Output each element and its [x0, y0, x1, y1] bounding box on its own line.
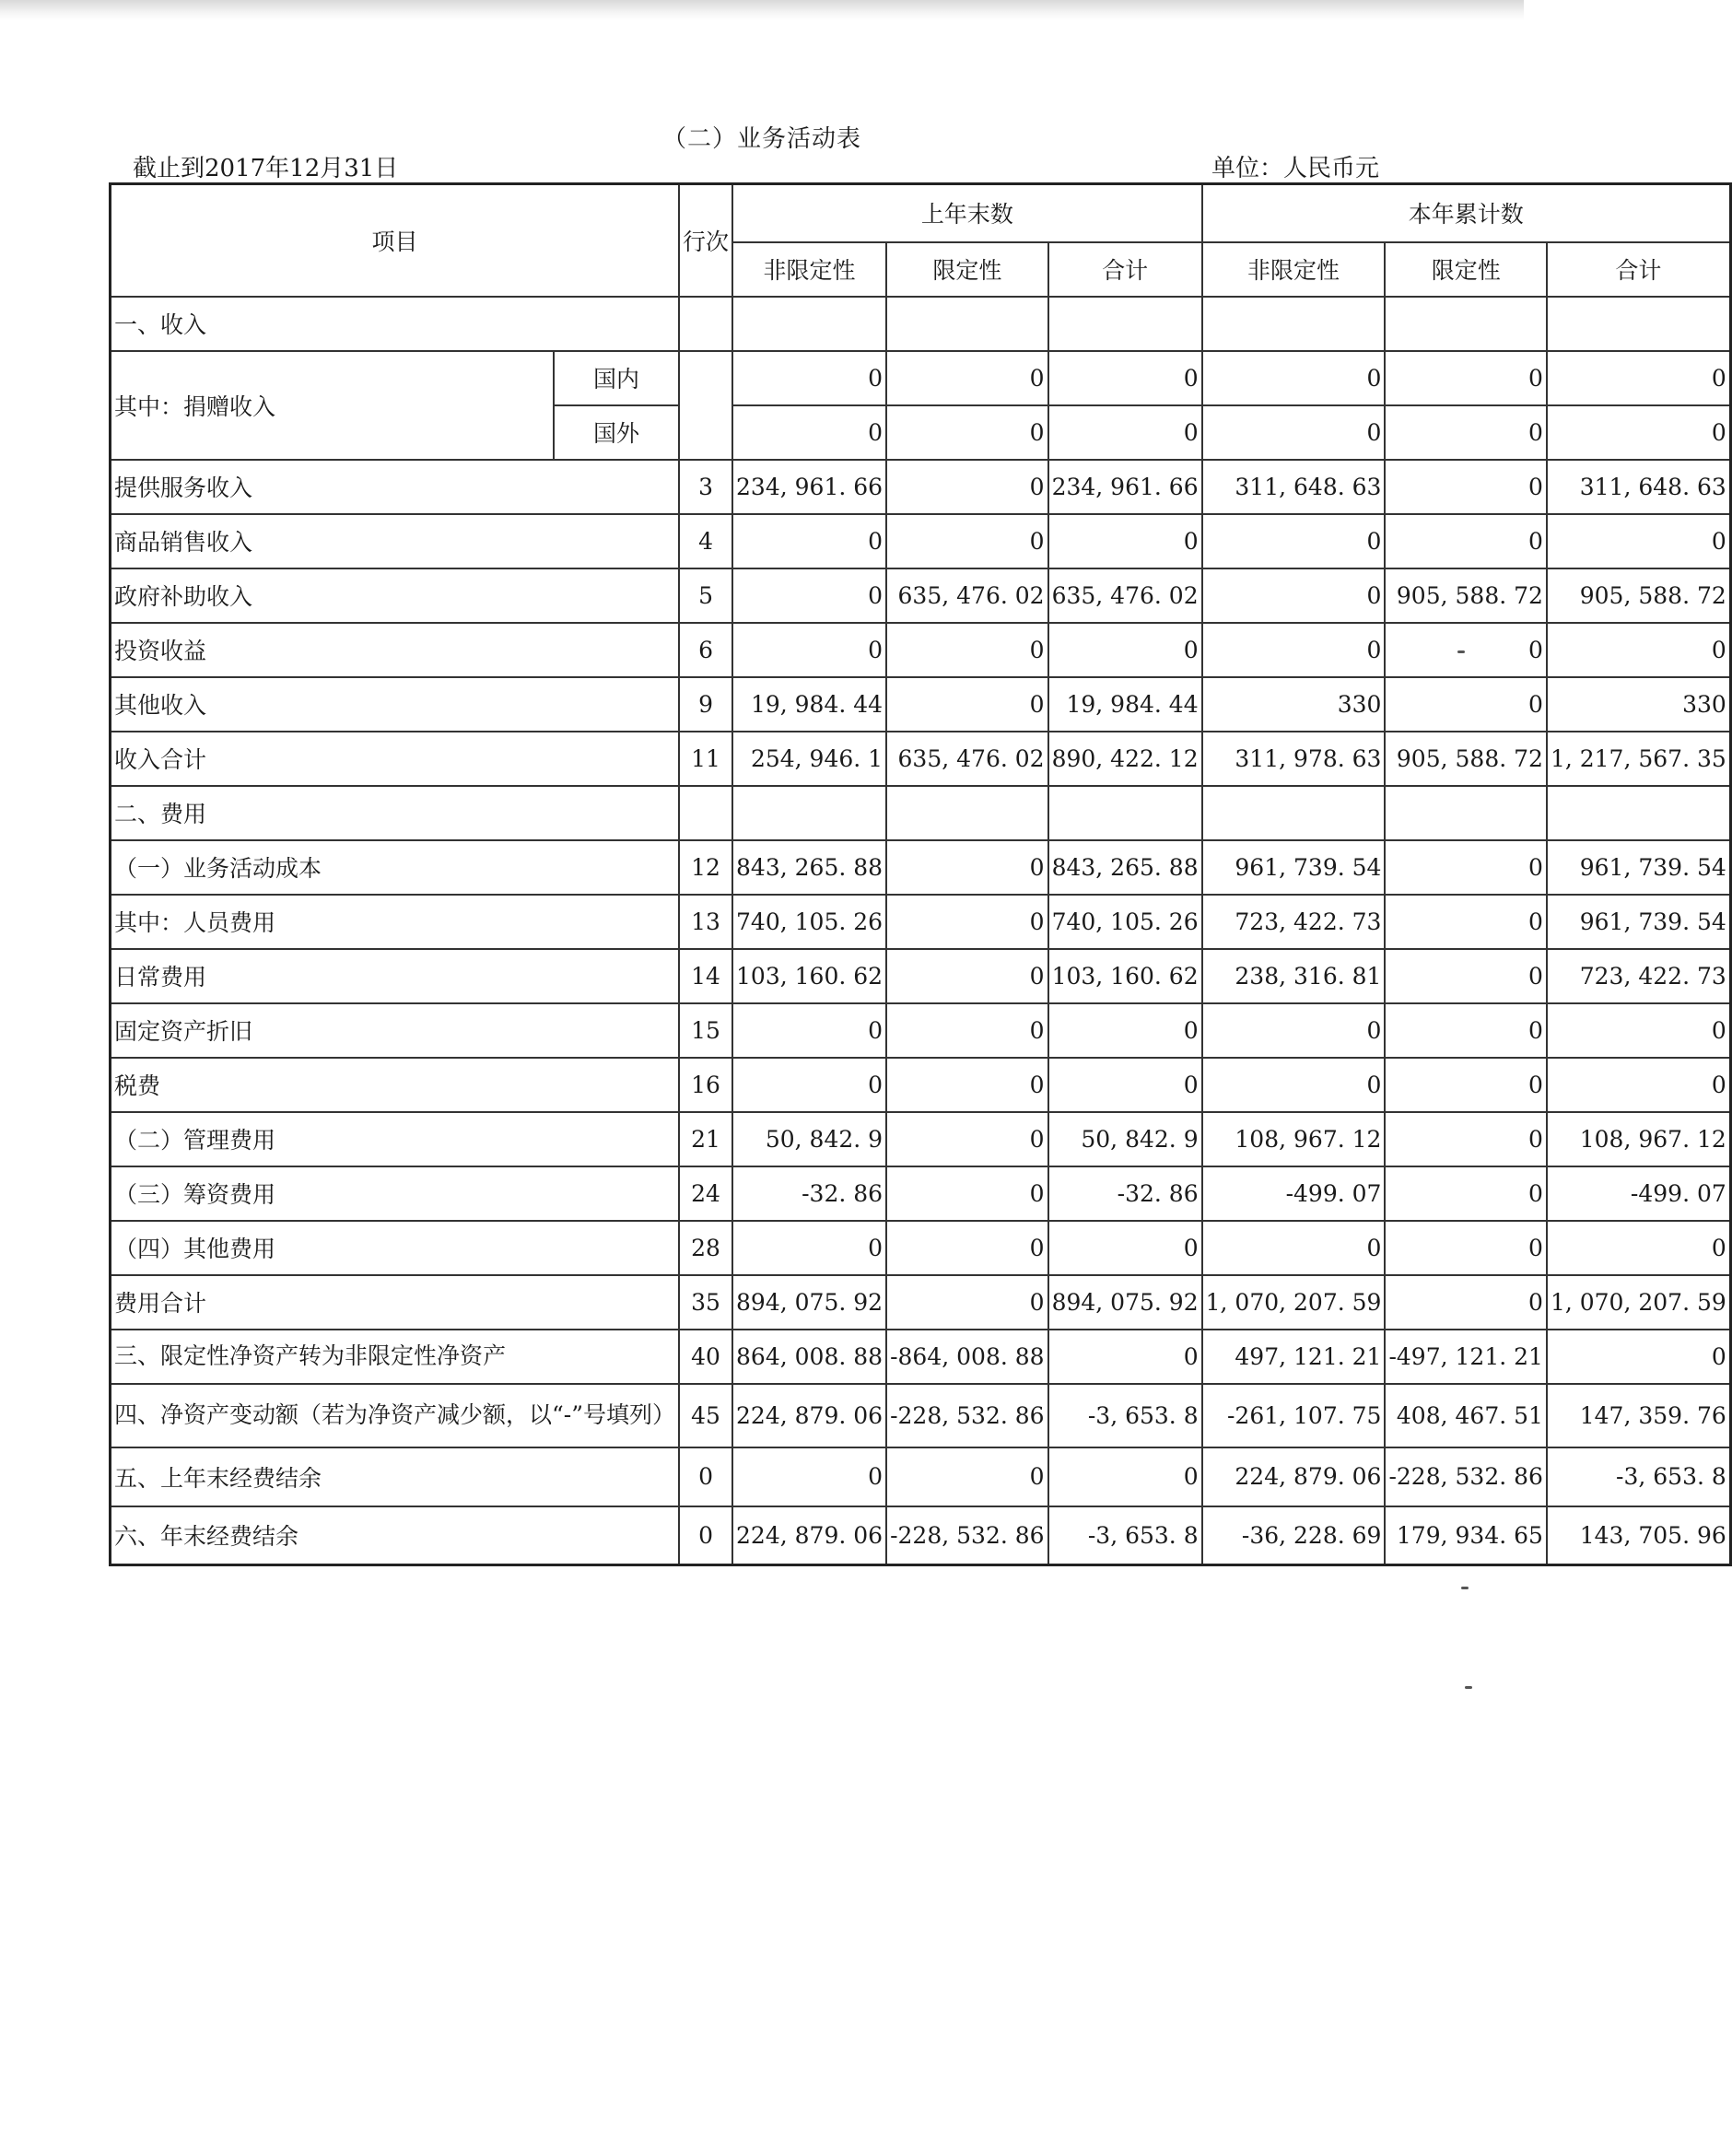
value-cell: 843, 265. 88	[1048, 840, 1202, 895]
row-label: 提供服务收入	[111, 460, 680, 514]
row-label: 政府补助收入	[111, 568, 680, 623]
value-cell: 961, 739. 54	[1547, 840, 1730, 895]
row-sub-label: 国外	[554, 405, 679, 460]
value-cell: 0	[1202, 1058, 1386, 1112]
value-cell: 0	[1385, 1275, 1546, 1330]
line-no: 15	[679, 1003, 732, 1058]
value-cell: 311, 978. 63	[1202, 732, 1386, 786]
value-cell: -228, 532. 86	[886, 1384, 1047, 1447]
line-no: 6	[679, 623, 732, 677]
table-row-net-change	[111, 1384, 1731, 1447]
value-cell: -3, 653. 8	[1547, 1447, 1730, 1506]
row-label: 三、限定性净资产转为非限定性净资产	[111, 1330, 680, 1384]
value-cell: 0	[886, 1112, 1047, 1166]
line-no: 0	[679, 1447, 732, 1506]
header-current-unrestricted: 非限定性	[1202, 242, 1386, 297]
value-cell: -36, 228. 69	[1202, 1506, 1386, 1565]
line-no: 5	[679, 568, 732, 623]
value-cell: 497, 121. 21	[1202, 1330, 1386, 1384]
value-cell: 0	[732, 568, 886, 623]
value-cell: 0	[732, 1058, 886, 1112]
value-cell: 0	[1385, 840, 1546, 895]
value-cell: 740, 105. 26	[732, 895, 886, 949]
line-no: 35	[679, 1275, 732, 1330]
table-row-expense-total	[111, 1275, 1731, 1330]
value-cell: 0	[732, 514, 886, 568]
value-cell: -497, 121. 21	[1385, 1330, 1546, 1384]
value-cell: 0	[1547, 1221, 1730, 1275]
value-cell: 103, 160. 62	[732, 949, 886, 1003]
scan-edge	[0, 0, 1524, 20]
header-current-total: 合计	[1547, 242, 1730, 297]
row-label: 六、年末经费结余	[111, 1506, 680, 1565]
value-cell: 0	[1202, 623, 1386, 677]
value-cell: 0	[886, 1166, 1047, 1221]
value-cell: 0	[1547, 1330, 1730, 1384]
value-cell: 1, 070, 207. 59	[1202, 1275, 1386, 1330]
row-sub-label: 国内	[554, 351, 679, 405]
value-cell: 0	[886, 1003, 1047, 1058]
value-cell: 0	[732, 351, 886, 405]
table-row-ending-balance	[111, 1506, 1731, 1565]
line-no: 9	[679, 677, 732, 732]
table-row-donation-domestic	[111, 351, 1731, 405]
value-cell: 894, 075. 92	[732, 1275, 886, 1330]
value-cell: -3, 653. 8	[1048, 1384, 1202, 1447]
line-no: 40	[679, 1330, 732, 1384]
value-cell: 408, 467. 51	[1385, 1384, 1546, 1447]
header-prior-restricted: 限定性	[886, 242, 1047, 297]
row-label: （二）管理费用	[111, 1112, 680, 1166]
value-cell: 311, 648. 63	[1547, 460, 1730, 514]
value-cell: 0	[732, 1447, 886, 1506]
value-cell: 0	[886, 514, 1047, 568]
table-row-activity-cost	[111, 840, 1731, 895]
value-cell: 0	[886, 351, 1047, 405]
value-cell: 0	[1048, 623, 1202, 677]
value-cell: 0	[1048, 1003, 1202, 1058]
value-cell: 0	[886, 1058, 1047, 1112]
value-cell: 0	[1547, 514, 1730, 568]
currency-unit: 单位：人民币元	[1211, 155, 1380, 182]
value-cell: 1, 217, 567. 35	[1547, 732, 1730, 786]
value-cell: 0	[1385, 460, 1546, 514]
table-row-investment	[111, 623, 1731, 677]
value-cell: 0	[1202, 514, 1386, 568]
row-label: 四、净资产变动额（若为净资产减少额，以“-”号填列）	[111, 1384, 680, 1447]
row-label: 二、费用	[111, 786, 680, 840]
row-label: 其他收入	[111, 677, 680, 732]
value-cell: -261, 107. 75	[1202, 1384, 1386, 1447]
value-cell: 19, 984. 44	[732, 677, 886, 732]
value-cell: 905, 588. 72	[1547, 568, 1730, 623]
scan-speck	[1461, 1587, 1469, 1589]
document-title: （二）业务活动表	[661, 125, 861, 153]
value-cell: 0	[1385, 405, 1546, 460]
value-cell: 0	[886, 949, 1047, 1003]
value-cell: 0	[1385, 677, 1546, 732]
value-cell: 108, 967. 12	[1202, 1112, 1386, 1166]
header-line-no: 行次	[679, 184, 732, 297]
value-cell: 224, 879. 06	[732, 1384, 886, 1447]
cutoff-date: 截止到2017年12月31日	[133, 155, 399, 182]
table-row-other-income	[111, 677, 1731, 732]
header-prior-total: 合计	[1048, 242, 1202, 297]
value-cell: 0	[732, 405, 886, 460]
header-prior-year: 上年末数	[732, 184, 1202, 242]
value-cell: 0	[886, 895, 1047, 949]
value-cell: 0	[886, 460, 1047, 514]
line-no: 12	[679, 840, 732, 895]
value-cell: 0	[886, 1447, 1047, 1506]
value-cell: 0	[732, 1221, 886, 1275]
line-no: 0	[679, 1506, 732, 1565]
scan-speck	[1457, 650, 1465, 653]
value-cell: 0	[1202, 1003, 1386, 1058]
value-cell: 0	[1048, 1058, 1202, 1112]
value-cell: 0	[1385, 895, 1546, 949]
value-cell: 0	[1547, 1003, 1730, 1058]
value-cell: 254, 946. 1	[732, 732, 886, 786]
table-row-taxes	[111, 1058, 1731, 1112]
line-no: 13	[679, 895, 732, 949]
value-cell: -499. 07	[1547, 1166, 1730, 1221]
value-cell: 635, 476. 02	[1048, 568, 1202, 623]
value-cell: 961, 739. 54	[1202, 840, 1386, 895]
table-row-income-section	[111, 297, 1731, 351]
value-cell: 234, 961. 66	[732, 460, 886, 514]
value-cell: 0	[1385, 351, 1546, 405]
value-cell: 1, 070, 207. 59	[1547, 1275, 1730, 1330]
header-item: 项目	[111, 184, 680, 297]
value-cell: 0	[1385, 1003, 1546, 1058]
row-label: 税费	[111, 1058, 680, 1112]
line-no: 28	[679, 1221, 732, 1275]
table-row-staff-cost	[111, 895, 1731, 949]
header-current-restricted: 限定性	[1385, 242, 1546, 297]
row-label: （四）其他费用	[111, 1221, 680, 1275]
value-cell: 330	[1202, 677, 1386, 732]
value-cell: 0	[1202, 405, 1386, 460]
table-row-prior-balance	[111, 1447, 1731, 1506]
value-cell: 723, 422. 73	[1547, 949, 1730, 1003]
scan-speck	[1465, 1686, 1472, 1689]
value-cell: -3, 653. 8	[1048, 1506, 1202, 1565]
table-row-depreciation	[111, 1003, 1731, 1058]
value-cell: 0	[1048, 1447, 1202, 1506]
line-no: 16	[679, 1058, 732, 1112]
business-activity-table	[109, 182, 1732, 1566]
table-row-other-cost	[111, 1221, 1731, 1275]
header-current-year: 本年累计数	[1202, 184, 1731, 242]
value-cell: 143, 705. 96	[1547, 1506, 1730, 1565]
row-label: （三）筹资费用	[111, 1166, 680, 1221]
row-label: 其中：捐赠收入	[111, 351, 555, 460]
value-cell: 0	[886, 677, 1047, 732]
value-cell: 147, 359. 76	[1547, 1384, 1730, 1447]
line-no	[679, 351, 732, 460]
value-cell: 0	[1048, 514, 1202, 568]
line-no: 3	[679, 460, 732, 514]
value-cell: 50, 842. 9	[732, 1112, 886, 1166]
value-cell: 890, 422. 12	[1048, 732, 1202, 786]
row-label: 投资收益	[111, 623, 680, 677]
value-cell: 0	[886, 1275, 1047, 1330]
value-cell: 0	[732, 1003, 886, 1058]
line-no: 24	[679, 1166, 732, 1221]
value-cell: 0	[1048, 351, 1202, 405]
value-cell: 0	[1547, 351, 1730, 405]
value-cell: 864, 008. 88	[732, 1330, 886, 1384]
value-cell: 330	[1547, 677, 1730, 732]
table-row-service-income	[111, 460, 1731, 514]
value-cell: -499. 07	[1202, 1166, 1386, 1221]
value-cell: 50, 842. 9	[1048, 1112, 1202, 1166]
value-cell: 0	[1385, 623, 1546, 677]
value-cell: 0	[886, 840, 1047, 895]
value-cell: 905, 588. 72	[1385, 568, 1546, 623]
value-cell: 0	[1547, 405, 1730, 460]
value-cell: 0	[886, 405, 1047, 460]
line-no: 14	[679, 949, 732, 1003]
value-cell: -32. 86	[1048, 1166, 1202, 1221]
value-cell: 0	[886, 1221, 1047, 1275]
row-label: 其中：人员费用	[111, 895, 680, 949]
table-row-admin-cost	[111, 1112, 1731, 1166]
header-prior-unrestricted: 非限定性	[732, 242, 886, 297]
value-cell: 894, 075. 92	[1048, 1275, 1202, 1330]
value-cell: 179, 934. 65	[1385, 1506, 1546, 1565]
value-cell: 740, 105. 26	[1048, 895, 1202, 949]
row-label: 日常费用	[111, 949, 680, 1003]
value-cell: 843, 265. 88	[732, 840, 886, 895]
value-cell: 0	[886, 623, 1047, 677]
value-cell: 0	[1385, 1112, 1546, 1166]
value-cell: 311, 648. 63	[1202, 460, 1386, 514]
value-cell: -32. 86	[732, 1166, 886, 1221]
line-no: 11	[679, 732, 732, 786]
table-row-daily-cost	[111, 949, 1731, 1003]
value-cell: 0	[1385, 1166, 1546, 1221]
value-cell: 0	[732, 623, 886, 677]
row-label: 一、收入	[111, 297, 680, 351]
value-cell: 224, 879. 06	[732, 1506, 886, 1565]
value-cell: 0	[1048, 1330, 1202, 1384]
value-cell: 108, 967. 12	[1547, 1112, 1730, 1166]
table-row-gov-subsidy	[111, 568, 1731, 623]
value-cell: 0	[1048, 405, 1202, 460]
value-cell: 0	[1385, 1058, 1546, 1112]
table-row-transfer	[111, 1330, 1731, 1384]
value-cell: 0	[1385, 1221, 1546, 1275]
row-label: （一）业务活动成本	[111, 840, 680, 895]
value-cell: 0	[1385, 514, 1546, 568]
value-cell: 0	[1048, 1221, 1202, 1275]
value-cell: 0	[1202, 1221, 1386, 1275]
value-cell: 961, 739. 54	[1547, 895, 1730, 949]
value-cell: 0	[1202, 351, 1386, 405]
value-cell: 0	[1547, 623, 1730, 677]
table-row-goods-sales	[111, 514, 1731, 568]
value-cell: 635, 476. 02	[886, 732, 1047, 786]
row-label: 费用合计	[111, 1275, 680, 1330]
line-no: 4	[679, 514, 732, 568]
value-cell: 0	[1547, 1058, 1730, 1112]
value-cell: 723, 422. 73	[1202, 895, 1386, 949]
row-label: 商品销售收入	[111, 514, 680, 568]
value-cell: -864, 008. 88	[886, 1330, 1047, 1384]
row-label: 收入合计	[111, 732, 680, 786]
table-row-income-total	[111, 732, 1731, 786]
table-row-expense-section	[111, 786, 1731, 840]
row-label: 固定资产折旧	[111, 1003, 680, 1058]
value-cell: 224, 879. 06	[1202, 1447, 1386, 1506]
table-row-financing-cost	[111, 1166, 1731, 1221]
value-cell: 103, 160. 62	[1048, 949, 1202, 1003]
value-cell: -228, 532. 86	[886, 1506, 1047, 1565]
value-cell: 0	[1202, 568, 1386, 623]
value-cell: 238, 316. 81	[1202, 949, 1386, 1003]
line-no: 21	[679, 1112, 732, 1166]
value-cell: 635, 476. 02	[886, 568, 1047, 623]
line-no: 45	[679, 1384, 732, 1447]
value-cell: 0	[1385, 949, 1546, 1003]
value-cell: 19, 984. 44	[1048, 677, 1202, 732]
value-cell: 234, 961. 66	[1048, 460, 1202, 514]
value-cell: -228, 532. 86	[1385, 1447, 1546, 1506]
row-label: 五、上年末经费结余	[111, 1447, 680, 1506]
value-cell: 905, 588. 72	[1385, 732, 1546, 786]
